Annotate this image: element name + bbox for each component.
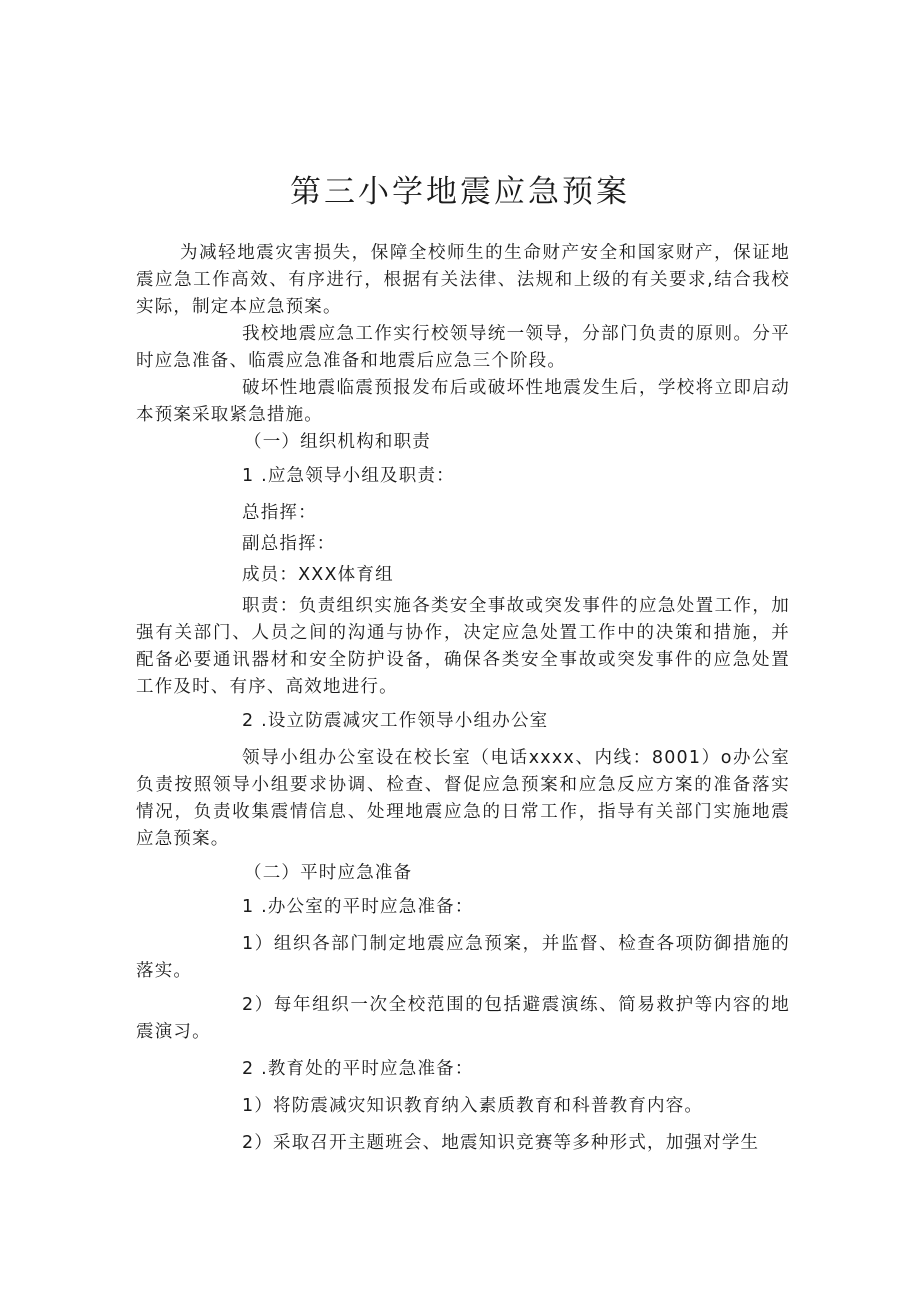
document-title: 第三小学地震应急预案 xyxy=(290,174,630,210)
list-item-office-2: 2）每年组织一次全校范围的包括避震演练、简易救护等内容的地震演习。 xyxy=(136,995,790,1042)
paragraph-duties: 职责：负责组织实施各类安全事故或突发事件的应急处置工作，加强有关部门、人员之间的沟通与协作，决定应急处置工作中的决策和措施，并配备必要通讯器材和安全防护设备，确保各类安全事故或突发事件的应急处置工作及时、有序、高效地进行。 xyxy=(136,596,790,697)
paragraph-office-duties: 领导小组办公室设在校长室（电话xxxx、内线：8001）o办公室负责按照领导小组要求协调、检查、督促应急预案和应急反应方案的准备落实情况，负责收集震情信息、处理地震应急的日常工作，指导有关部门实施地震应急预案。 xyxy=(136,748,790,849)
document-body xyxy=(136,240,790,1157)
subheading-education-preparation: 2 .教育处的平时应急准备： xyxy=(242,1059,474,1079)
paragraph-principle: 我校地震应急工作实行校领导统一领导，分部门负责的原则。分平时应急准备、临震应急准备和地震后应急三个阶段。 xyxy=(136,324,790,371)
paragraph-intro: 为减轻地震灾害损失，保障全校师生的生命财产安全和国家财产，保证地震应急工作高效、有序进行，根据有关法律、法规和上级的有关要求,结合我校实际，制定本应急预案。 xyxy=(136,243,790,317)
list-item-office-1: 1）组织各部门制定地震应急预案，并监督、检查各项防御措施的落实。 xyxy=(136,934,790,981)
paragraph-activation: 破坏性地震临震预报发布后或破坏性地震发生后，学校将立即启动本预案采取紧急措施。 xyxy=(136,378,790,425)
list-item-education-2: 2）采取召开主题班会、地震知识竞赛等多种形式，加强对学生 xyxy=(242,1133,760,1153)
field-commander: 总指挥： xyxy=(242,503,317,523)
field-members: 成员：XXX体育组 xyxy=(242,565,394,585)
section-heading-organization: （一）组织机构和职责 xyxy=(244,432,431,452)
subheading-leadership-group: 1 .应急领导小组及职责： xyxy=(242,466,455,486)
section-heading-preparation: （二）平时应急准备 xyxy=(244,863,413,883)
subheading-office: 2 .设立防震减灾工作领导小组办公室 xyxy=(242,711,549,731)
field-deputy-commander: 副总指挥： xyxy=(242,534,336,554)
list-item-education-1: 1）将防震减灾知识教育纳入素质教育和科普教育内容。 xyxy=(242,1096,704,1116)
subheading-office-preparation: 1 .办公室的平时应急准备： xyxy=(242,897,474,917)
